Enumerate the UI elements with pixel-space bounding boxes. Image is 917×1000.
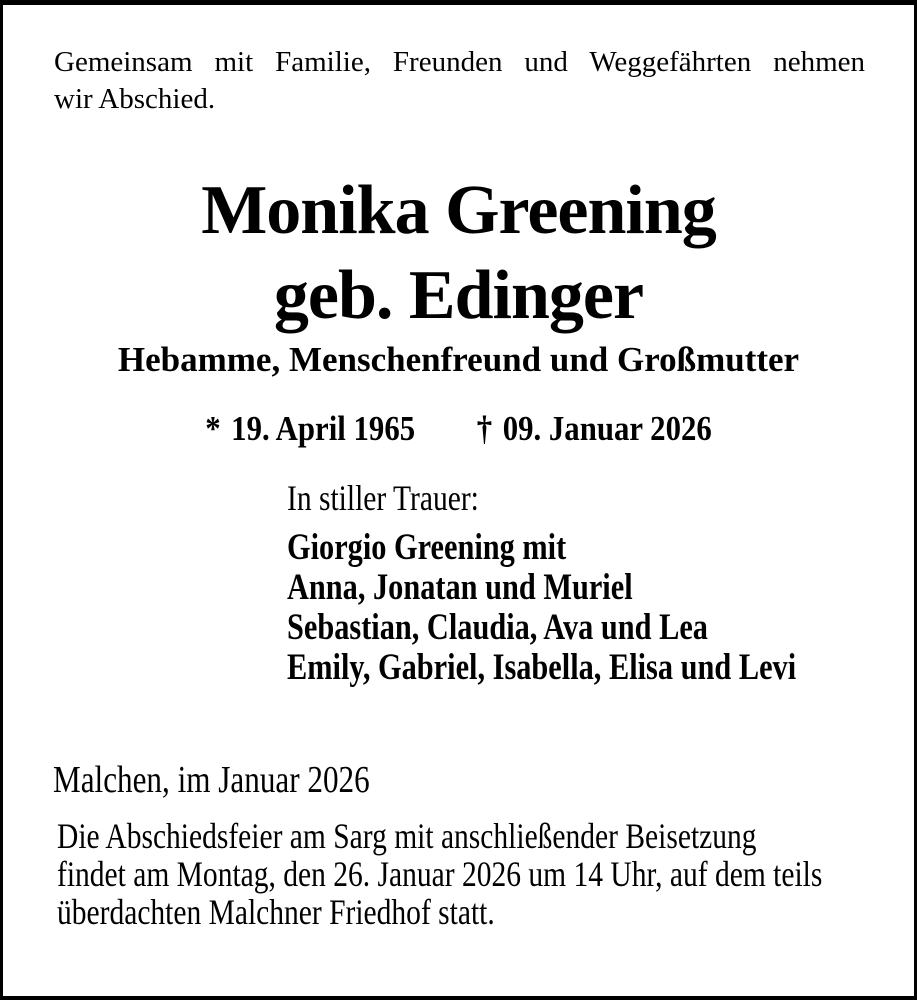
deceased-name-line-2: geb. Edinger bbox=[273, 257, 644, 334]
death-date: 09. Januar 2026 bbox=[502, 409, 712, 448]
intro-line-2: wir Abschied. bbox=[54, 83, 216, 115]
funeral-info-paragraph bbox=[57, 817, 917, 931]
family-line: Emily, Gabriel, Isabella, Elisa und Levi bbox=[287, 647, 797, 688]
family-line: Sebastian, Claudia, Ava und Lea bbox=[287, 607, 708, 648]
place-date-line: Malchen, im Januar 2026 bbox=[53, 759, 370, 801]
death-dagger-symbol: † bbox=[476, 409, 493, 448]
death-date-group bbox=[477, 411, 712, 446]
born-star-symbol: * bbox=[205, 409, 221, 448]
intro-line-1: Gemeinsam mit Familie, Freunden und Weggefährten nehmen bbox=[54, 46, 865, 78]
funeral-line-2: findet am Montag, den 26. Januar 2026 um 14 Uhr, auf dem teils bbox=[57, 854, 823, 894]
funeral-line-3: überdachten Malchner Friedhof statt. bbox=[57, 892, 495, 932]
family-line: Anna, Jonatan und Muriel bbox=[287, 567, 633, 608]
birth-date-group bbox=[205, 411, 415, 446]
life-dates bbox=[58, 411, 860, 446]
intro-paragraph bbox=[54, 44, 865, 118]
deceased-name-line-1: Monika Greening bbox=[201, 172, 716, 249]
family-line: Giorgio Greening mit bbox=[287, 527, 567, 568]
family-list bbox=[287, 528, 908, 688]
funeral-line-1: Die Abschiedsfeier am Sarg mit anschließender Beisetzung bbox=[57, 816, 757, 856]
deceased-role-subtitle: Hebamme, Menschenfreund und Großmutter bbox=[117, 340, 800, 379]
birth-date: 19. April 1965 bbox=[231, 409, 416, 448]
mourning-label: In stiller Trauer: bbox=[287, 478, 479, 518]
